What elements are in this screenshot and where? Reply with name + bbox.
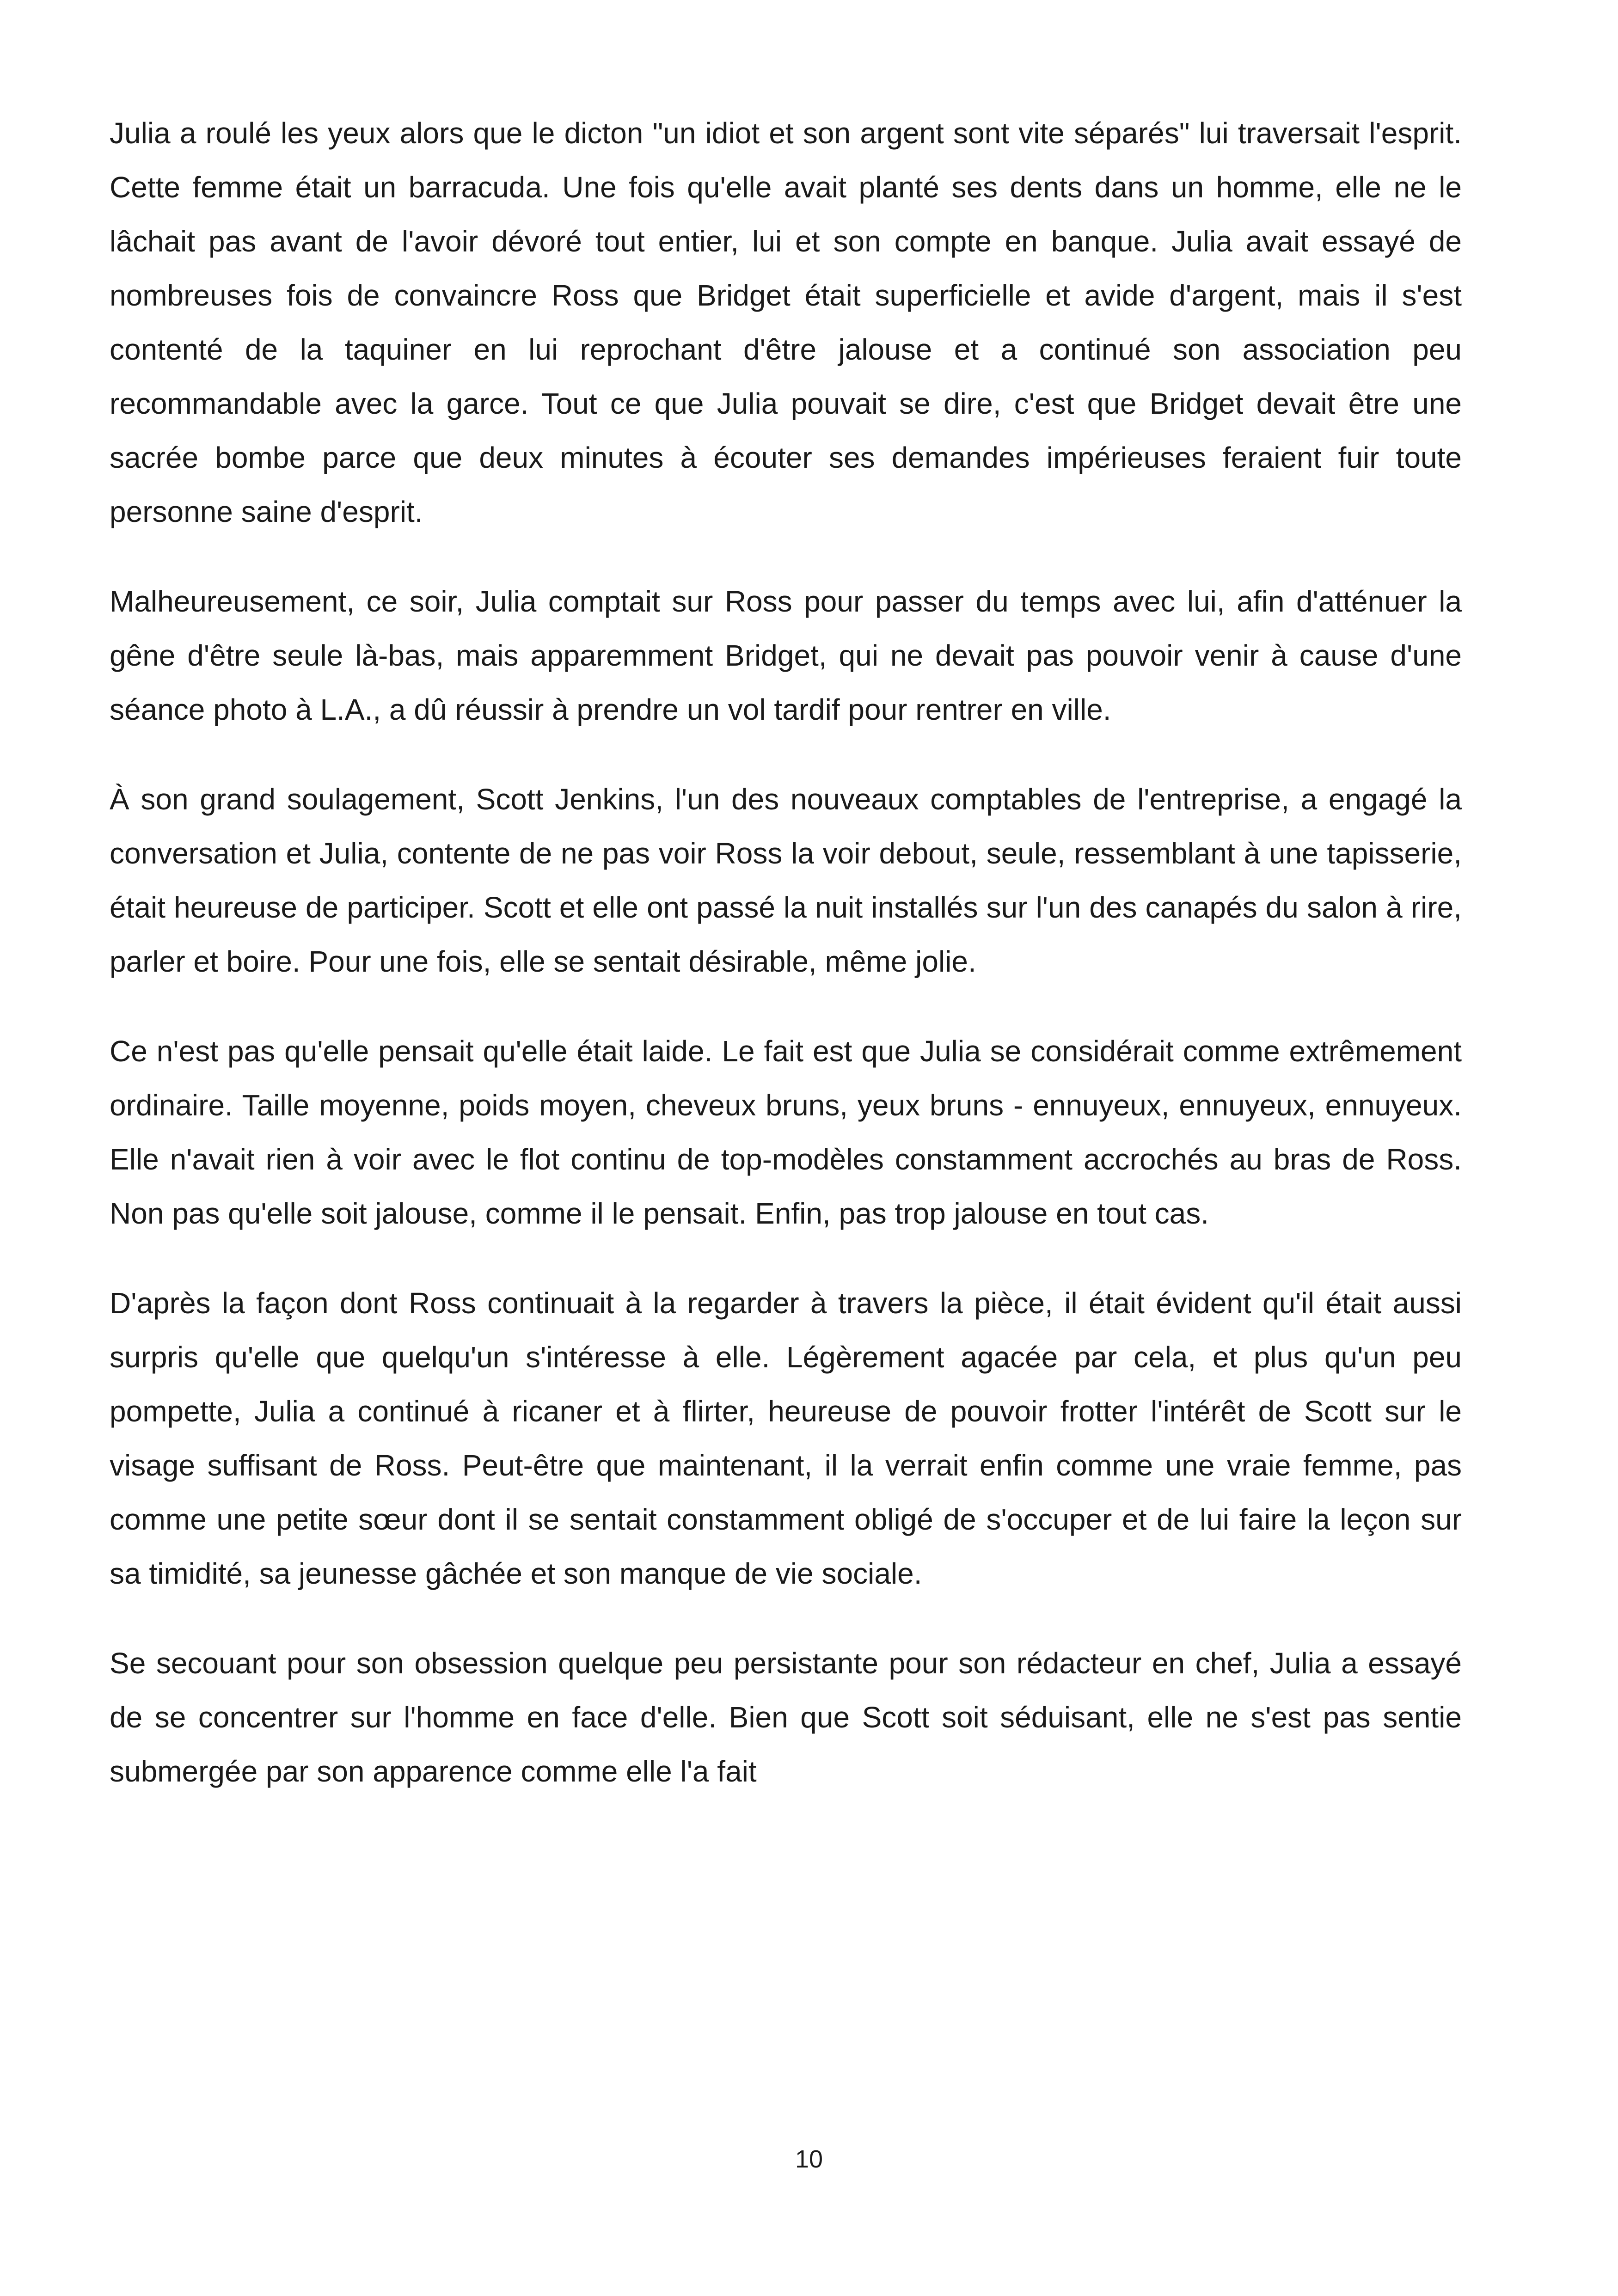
paragraph-5: D'après la façon dont Ross continuait à la regarder à travers la pièce, il était évident qu'il était aussi surpris qu'elle que quelqu'un s'intéresse à elle. Légèrement agacée par cela, et plus qu'un peu pompette, Julia a continué à ricaner et à flirter, heureuse de pouvoir frotter l'intérêt de Scott sur le visage suffisant de Ross. Peut-être que maintenant, il la verrait enfin comme une vraie femme, pas comme une petite sœur dont il se sentait constamment obligé de s'occuper et de lui faire la leçon sur sa timidité, sa jeunesse gâchée et son manque de vie sociale. <box>110 1286 1462 1590</box>
paragraph-4: Ce n'est pas qu'elle pensait qu'elle était laide. Le fait est que Julia se considérait comme extrêmement ordinaire. Taille moyenne, poids moyen, cheveux bruns, yeux bruns - ennuyeux, ennuyeux, ennuyeux. Elle n'avait rien à voir avec le flot continu de top-modèles constamment accrochés au bras de Ross. Non pas qu'elle soit jalouse, comme il le pensait. Enfin, pas trop jalouse en tout cas. <box>110 1035 1462 1230</box>
paragraph-6: Se secouant pour son obsession quelque peu persistante pour son rédacteur en chef, Julia a essayé de se concentrer sur l'homme en face d'elle. Bien que Scott soit séduisant, elle ne s'est pas sentie submergée par son apparence comme elle l'a fait <box>110 1647 1462 1788</box>
text-body <box>110 106 1462 1834</box>
paragraph-2: Malheureusement, ce soir, Julia comptait sur Ross pour passer du temps avec lui, afin d'atténuer la gêne d'être seule là-bas, mais apparemment Bridget, qui ne devait pas pouvoir venir à cause d'une séance photo à L.A., a dû réussir à prendre un vol tardif pour rentrer en ville. <box>110 585 1462 726</box>
paragraph-1: Julia a roulé les yeux alors que le dicton "un idiot et son argent sont vite séparés" lui traversait l'esprit. Cette femme était un barracuda. Une fois qu'elle avait planté ses dents dans un homme, elle ne le lâchait pas avant de l'avoir dévoré tout entier, lui et son compte en banque. Julia avait essayé de nombreuses fois de convaincre Ross que Bridget était superficielle et avide d'argent, mais il s'est contenté de la taquiner en lui reprochant d'être jalouse et a continué son association peu recommandable avec la garce. Tout ce que Julia pouvait se dire, c'est que Bridget devait être une sacrée bombe parce que deux minutes à écouter ses demandes impérieuses feraient fuir toute personne saine d'esprit. <box>110 116 1462 528</box>
page-number: 10 <box>795 2145 823 2173</box>
paragraph-3: À son grand soulagement, Scott Jenkins, l'un des nouveaux comptables de l'entreprise, a engagé la conversation et Julia, contente de ne pas voir Ross la voir debout, seule, ressemblant à une tapisserie, était heureuse de participer. Scott et elle ont passé la nuit installés sur l'un des canapés du salon à rire, parler et boire. Pour une fois, elle se sentait désirable, même jolie. <box>110 783 1462 978</box>
